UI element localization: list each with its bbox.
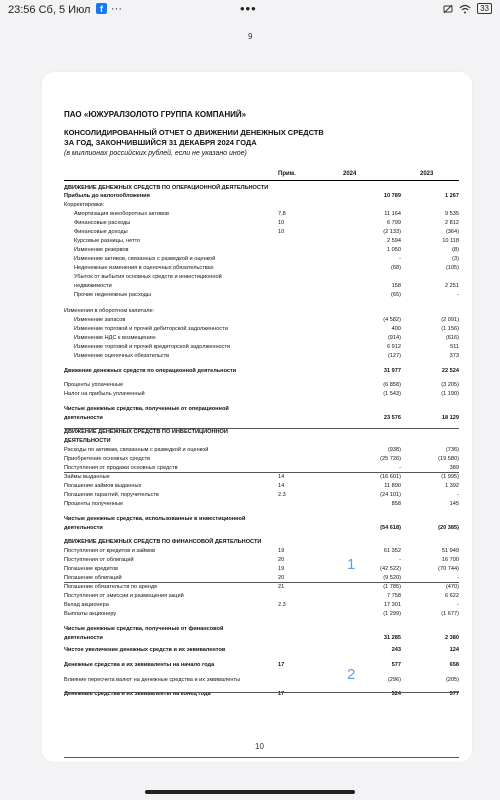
row-note: 2.3 bbox=[278, 492, 286, 498]
row-value-2023: (616) bbox=[445, 335, 459, 341]
table-row bbox=[64, 515, 459, 532]
row-label: Поступления от облигаций bbox=[64, 557, 134, 563]
row-label: Расходы по активам, связанным с разведкой и оценкой bbox=[64, 447, 209, 453]
row-label: Движение денежных средств по операционной деятельности bbox=[64, 368, 237, 374]
table-row bbox=[64, 307, 459, 316]
row-value-2024: (25 726) bbox=[380, 456, 401, 462]
row-value-2023: (70 744) bbox=[438, 566, 459, 572]
window-menu-icon[interactable]: ••• bbox=[240, 1, 257, 16]
table-row bbox=[64, 661, 459, 670]
row-label: Изменения в оборотном капитале: bbox=[64, 308, 155, 314]
table-row bbox=[64, 325, 459, 334]
row-note: 2.3 bbox=[278, 602, 286, 608]
table-row bbox=[64, 334, 459, 343]
row-value-2023: (2 091) bbox=[441, 317, 459, 323]
table-row bbox=[64, 592, 459, 601]
row-value-2024: 10 789 bbox=[383, 193, 401, 199]
table-row bbox=[64, 583, 459, 592]
table-row bbox=[64, 491, 459, 500]
table-row bbox=[64, 291, 459, 300]
row-value-2023: (8) bbox=[452, 247, 459, 253]
row-value-2023: 511 bbox=[450, 344, 459, 350]
row-label: Изменение резервов bbox=[74, 247, 129, 253]
facebook-icon: f bbox=[96, 3, 107, 14]
row-label: Поступления от эмиссии и размещения акций bbox=[64, 593, 184, 599]
row-value-2023: 658 bbox=[449, 662, 459, 668]
row-label: Прибыль до налогообложения bbox=[64, 193, 150, 199]
row-value-2023: (1 156) bbox=[441, 326, 459, 332]
table-row bbox=[64, 264, 459, 273]
row-value-2024: (1 299) bbox=[383, 611, 401, 617]
row-value-2023: 145 bbox=[449, 501, 459, 507]
row-label: Убыток от выбытия основных средств и инвестиционной недвижимости bbox=[74, 274, 222, 289]
row-value-2024: (54 618) bbox=[380, 524, 401, 531]
row-value-2024: 31 977 bbox=[383, 368, 401, 374]
row-value-2023: 1 267 bbox=[445, 193, 459, 199]
row-label: Амортизация внеоборотных активов bbox=[74, 211, 169, 217]
row-value-2024: 158 bbox=[391, 282, 401, 289]
row-value-2023: 16 700 bbox=[441, 557, 459, 563]
row-note: 21 bbox=[278, 584, 285, 590]
table-row bbox=[64, 428, 459, 445]
table-row bbox=[64, 455, 459, 464]
row-note: 20 bbox=[278, 557, 285, 563]
table-row bbox=[64, 201, 459, 210]
row-value-2024: 61 352 bbox=[383, 548, 401, 554]
row-value-2023: - bbox=[457, 292, 459, 298]
row-value-2023: 2 380 bbox=[445, 634, 459, 641]
row-label: Погашение кредитов bbox=[64, 566, 119, 572]
row-label: Изменение оценочных обязательств bbox=[74, 353, 170, 359]
column-header-2023: 2023 bbox=[420, 171, 434, 177]
status-bar bbox=[0, 0, 500, 22]
row-value-2023: 2 812 bbox=[445, 220, 459, 226]
row-value-2024: (1 785) bbox=[383, 584, 401, 590]
wifi-icon bbox=[459, 4, 471, 14]
row-value-2023: (736) bbox=[445, 447, 459, 453]
row-value-2024: (4 582) bbox=[383, 317, 401, 323]
company-name: ПАО «ЮЖУРАЛЗОЛОТО ГРУППА КОМПАНИЙ» bbox=[64, 110, 247, 119]
row-value-2023: 10 118 bbox=[442, 238, 459, 244]
row-value-2024: (6 858) bbox=[383, 382, 401, 388]
table-row bbox=[64, 610, 459, 619]
table-row bbox=[64, 381, 459, 390]
table-row bbox=[64, 676, 459, 685]
row-label: Выплаты акционеру bbox=[64, 611, 117, 617]
row-value-2024: 243 bbox=[391, 647, 401, 653]
row-value-2024: (16 601) bbox=[380, 474, 401, 480]
row-note: 19 bbox=[278, 566, 285, 572]
row-value-2023: (105) bbox=[445, 265, 459, 271]
table-row bbox=[64, 246, 459, 255]
column-header-note: Прим. bbox=[278, 171, 296, 177]
divider bbox=[64, 428, 459, 429]
row-value-2023: 18 129 bbox=[441, 414, 459, 421]
row-value-2024: 11 890 bbox=[384, 483, 401, 489]
table-row bbox=[64, 565, 459, 574]
row-value-2024: (127) bbox=[387, 353, 401, 359]
table-row bbox=[64, 367, 459, 376]
row-value-2023: 51 949 bbox=[441, 548, 459, 554]
row-value-2023: 124 bbox=[449, 647, 459, 653]
row-value-2023: (19 580) bbox=[438, 456, 459, 462]
table-row bbox=[64, 538, 459, 547]
row-value-2023: (205) bbox=[445, 677, 459, 683]
row-label: Вклад акционера bbox=[64, 602, 109, 608]
row-note: 20 bbox=[278, 575, 285, 581]
row-value-2023: 6 622 bbox=[445, 593, 459, 599]
divider bbox=[64, 692, 459, 693]
row-note: 14 bbox=[278, 483, 285, 489]
row-value-2024: (24 101) bbox=[380, 492, 401, 498]
row-value-2024: (914) bbox=[387, 335, 401, 341]
row-label: Финансовые расходы bbox=[74, 220, 131, 226]
mute-icon bbox=[443, 4, 453, 14]
table-row bbox=[64, 352, 459, 361]
row-value-2024: - bbox=[399, 557, 401, 563]
home-indicator[interactable] bbox=[145, 790, 355, 794]
table-row bbox=[64, 343, 459, 352]
bottom-page-number: 10 bbox=[255, 742, 264, 751]
row-value-2024: 7 758 bbox=[387, 593, 401, 599]
row-value-2023: 373 bbox=[449, 353, 459, 359]
row-value-2024: (65) bbox=[391, 292, 401, 298]
row-label: Погашение гарантий, поручительств bbox=[64, 492, 159, 498]
row-label: ДВИЖЕНИЕ ДЕНЕЖНЫХ СРЕДСТВ ПО ФИНАНСОВОЙ ДЕЯТЕЛЬНОСТИ bbox=[64, 539, 262, 545]
top-page-number: 9 bbox=[248, 32, 253, 41]
row-value-2024: 400 bbox=[391, 326, 401, 332]
row-label: Изменение торговой и прочей дебиторской задолженности bbox=[74, 326, 228, 332]
row-value-2024: (9 520) bbox=[383, 575, 401, 581]
row-value-2023: 389 bbox=[449, 465, 459, 471]
row-label: Займы выданные bbox=[64, 474, 110, 480]
report-title: КОНСОЛИДИРОВАННЫЙ ОТЧЕТ О ДВИЖЕНИИ ДЕНЕЖНЫХ СРЕДСТВ ЗА ГОД, ЗАКОНЧИВШИЙСЯ 31 ДЕКАБРЯ 2024 ГОДА bbox=[64, 128, 324, 147]
row-value-2024: 23 576 bbox=[383, 414, 401, 421]
row-label: Чистые денежные средства, использованные в инвестиционной деятельности bbox=[64, 516, 246, 531]
row-label: Погашение облигаций bbox=[64, 575, 122, 581]
row-value-2024: (1 543) bbox=[383, 391, 401, 397]
row-value-2023: 577 bbox=[449, 691, 459, 697]
row-label: Неденежные изменения в оценочных обязательствах bbox=[74, 265, 214, 271]
row-value-2023: (364) bbox=[445, 229, 459, 235]
row-label: Прочие неденежные расходы bbox=[74, 292, 151, 298]
table-row bbox=[64, 390, 459, 399]
table-row bbox=[64, 210, 459, 219]
row-value-2024: 1 050 bbox=[387, 247, 401, 253]
row-value-2024: - bbox=[399, 256, 401, 262]
table-row bbox=[64, 228, 459, 237]
row-label: ДВИЖЕНИЕ ДЕНЕЖНЫХ СРЕДСТВ ПО ИНВЕСТИЦИОННОЙ ДЕЯТЕЛЬНОСТИ bbox=[64, 429, 228, 444]
document-page bbox=[42, 72, 472, 762]
divider bbox=[64, 472, 459, 473]
row-label: Изменение запасов bbox=[74, 317, 126, 323]
row-value-2024: 6 912 bbox=[387, 344, 401, 350]
row-value-2023: (3) bbox=[452, 256, 459, 262]
row-note: 10 bbox=[278, 229, 285, 235]
table-row bbox=[64, 405, 459, 422]
row-value-2024: (2 133) bbox=[383, 229, 401, 235]
row-label: Влияние пересчета валют на денежные средства и их эквиваленты bbox=[64, 677, 241, 683]
row-label: Проценты уплаченные bbox=[64, 382, 124, 388]
row-label: Изменение торговой и прочей кредиторской задолженности bbox=[74, 344, 231, 350]
table-row bbox=[64, 273, 459, 290]
row-label: Денежные средства и их эквиваленты на начало года bbox=[64, 662, 215, 668]
row-value-2024: 31 285 bbox=[383, 634, 401, 641]
row-label: Проценты полученные bbox=[64, 501, 124, 507]
row-label: Денежные средства и их эквиваленты на конец года bbox=[64, 691, 211, 697]
row-value-2024: 6 799 bbox=[387, 220, 401, 226]
row-note: 10 bbox=[278, 220, 285, 226]
row-value-2024: 17 301 bbox=[383, 602, 401, 608]
row-label: Курсовые разницы, нетто bbox=[74, 238, 141, 244]
table-row bbox=[64, 219, 459, 228]
row-value-2023: - bbox=[457, 492, 459, 498]
row-label: Чистые денежные средства, полученные от финансовой деятельности bbox=[64, 626, 224, 641]
row-note: 17 bbox=[278, 662, 285, 668]
row-note: 17 bbox=[278, 691, 285, 697]
row-value-2023: 2 251 bbox=[445, 282, 459, 289]
table-row bbox=[64, 192, 459, 201]
more-notifications-icon: ··· bbox=[111, 3, 122, 15]
table-row bbox=[64, 646, 459, 655]
row-value-2023: 1 392 bbox=[445, 483, 459, 489]
row-note: 7,8 bbox=[278, 211, 286, 217]
row-value-2024: 524 bbox=[391, 691, 401, 697]
row-value-2024: (42 522) bbox=[380, 566, 401, 572]
table-row bbox=[64, 473, 459, 482]
row-value-2023: 9 535 bbox=[445, 211, 459, 217]
row-label: Изменение активов, связанных с разведкой и оценкой bbox=[74, 256, 216, 262]
row-label: Приобретение основных средств bbox=[64, 456, 151, 462]
row-value-2023: (20 385) bbox=[438, 524, 459, 531]
row-label: Погашение займов выданных bbox=[64, 483, 142, 489]
annotation-number-2: 2 bbox=[347, 666, 356, 683]
header-divider bbox=[64, 180, 459, 181]
row-note: 19 bbox=[278, 548, 285, 554]
row-label: Налог на прибыль уплаченный bbox=[64, 391, 145, 397]
row-value-2024: (296) bbox=[387, 677, 401, 683]
row-value-2023: (1 677) bbox=[441, 611, 459, 617]
row-value-2023: - bbox=[457, 602, 459, 608]
row-label: Погашение обязательств по аренде bbox=[64, 584, 158, 590]
row-value-2023: - bbox=[457, 575, 459, 581]
row-value-2024: 11 164 bbox=[384, 211, 401, 217]
row-value-2023: (1 995) bbox=[441, 474, 459, 480]
row-value-2024: 577 bbox=[391, 662, 401, 668]
row-label: Изменение НДС к возмещению bbox=[74, 335, 156, 341]
row-label: Корректировки: bbox=[64, 202, 105, 208]
table-row bbox=[64, 482, 459, 491]
row-label: ДВИЖЕНИЕ ДЕНЕЖНЫХ СРЕДСТВ ПО ОПЕРАЦИОННОЙ ДЕЯТЕЛЬНОСТИ bbox=[64, 185, 269, 191]
column-header-2024: 2024 bbox=[343, 171, 357, 177]
status-right bbox=[443, 3, 492, 14]
table-row bbox=[64, 446, 459, 455]
table-row bbox=[64, 316, 459, 325]
row-value-2024: (938) bbox=[387, 447, 401, 453]
table-row bbox=[64, 601, 459, 610]
row-value-2024: - bbox=[399, 465, 401, 471]
row-label: Чистое увеличение денежных средств и их эквивалентов bbox=[64, 647, 226, 653]
row-value-2023: (470) bbox=[445, 584, 459, 590]
divider bbox=[64, 582, 459, 583]
row-value-2023: (1 190) bbox=[441, 391, 459, 397]
table-row bbox=[64, 500, 459, 509]
annotation-number-1: 1 bbox=[347, 556, 356, 573]
table-row bbox=[64, 556, 459, 565]
row-label: Поступления от кредитов и займов bbox=[64, 548, 156, 554]
divider bbox=[64, 757, 459, 758]
table-row bbox=[64, 625, 459, 642]
row-value-2023: 22 524 bbox=[441, 368, 459, 374]
table-row bbox=[64, 237, 459, 246]
row-note: 14 bbox=[278, 474, 285, 480]
report-subtitle: (в миллионах российских рублей, если не указано иное) bbox=[64, 150, 247, 157]
row-value-2024: 2 594 bbox=[387, 238, 401, 244]
table-row bbox=[64, 547, 459, 556]
table-row bbox=[64, 255, 459, 264]
row-label: Финансовые доходы bbox=[74, 229, 128, 235]
row-value-2024: 858 bbox=[391, 501, 401, 507]
row-value-2024: (68) bbox=[391, 265, 401, 271]
status-time: 23:56 Сб, 5 Июл bbox=[8, 4, 91, 16]
row-value-2023: (3 205) bbox=[441, 382, 459, 388]
row-label: Чистые денежные средства, полученные от операционной деятельности bbox=[64, 406, 229, 421]
battery-icon: 33 bbox=[477, 3, 492, 14]
row-label: Поступления от продажи основных средств bbox=[64, 465, 178, 471]
